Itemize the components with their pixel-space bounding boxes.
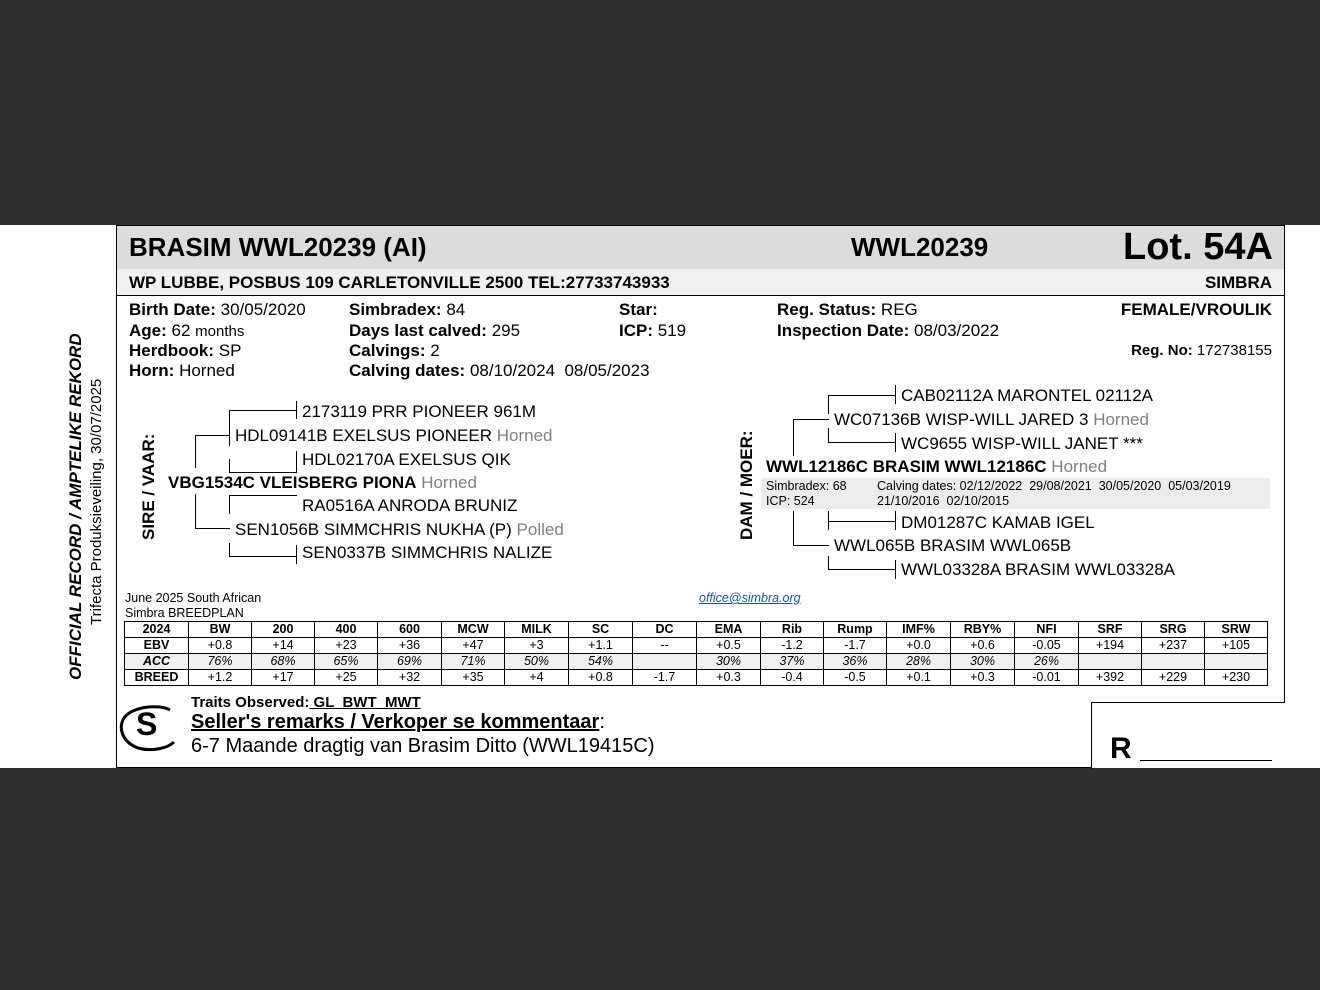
dam-sire-dam: WC9655 WISP-WILL JANET ***	[901, 434, 1143, 453]
ebv-row	[125, 654, 1268, 670]
ebv-cell: 30%	[951, 654, 1015, 670]
tree-line	[195, 494, 196, 529]
remarks-text: 6-7 Maande dragtig van Brasim Ditto (WWL19415C)	[191, 735, 655, 757]
calvings: Calvings: 2	[349, 341, 440, 360]
tree-line	[895, 560, 896, 579]
ebv-cell: EBV	[125, 638, 189, 654]
frame-left	[116, 225, 117, 768]
tree-line	[828, 442, 896, 443]
ebv-cell	[1142, 654, 1205, 670]
ebv-header-cell: MILK	[505, 622, 569, 638]
tree-line	[793, 419, 829, 420]
tree-line	[793, 419, 794, 456]
dam-name: WWL12186C BRASIM WWL12186C Horned	[766, 457, 1108, 476]
breedplan-note-1: June 2025 South African	[125, 591, 262, 605]
tree-line	[828, 556, 829, 570]
tree-line	[229, 495, 230, 514]
ebv-header-cell: 600	[378, 622, 442, 638]
star: Star:	[619, 300, 658, 319]
ebv-header-cell: DC	[633, 622, 697, 638]
ebv-cell	[1079, 654, 1142, 670]
ebv-header-cell: IMF%	[887, 622, 951, 638]
official-record-label: OFFICIAL RECORD / AMPTELIKE REKORD	[66, 333, 85, 680]
ebv-cell: 71%	[442, 654, 505, 670]
ebv-cell: -0.5	[824, 670, 887, 686]
tree-line	[229, 459, 230, 473]
ebv-cell: 26%	[1015, 654, 1079, 670]
ebv-header-cell: Rib	[761, 622, 824, 638]
ebv-cell: +229	[1142, 670, 1205, 686]
dam-sire-sire: CAB02112A MARONTEL 02112A	[901, 386, 1153, 405]
tree-line	[828, 395, 896, 396]
ebv-cell: +3	[505, 638, 569, 654]
tree-line	[229, 410, 297, 411]
sire-sire-sire: 2173119 PRR PIONEER 961M	[302, 402, 537, 421]
ebv-cell: +14	[252, 638, 315, 654]
reg-status: Reg. Status: REG	[777, 300, 918, 319]
ebv-header-cell: SRW	[1205, 622, 1268, 638]
ebv-cell: 76%	[189, 654, 252, 670]
sex: FEMALE/VROULIK	[1120, 300, 1272, 319]
frame-bottom	[116, 767, 1092, 768]
ebv-cell: +0.5	[697, 638, 761, 654]
dam-simbradex: Simbradex: 68	[766, 479, 847, 493]
tree-line	[229, 410, 230, 446]
tree-line	[195, 435, 196, 468]
ebv-header-cell: BW	[189, 622, 252, 638]
tree-line	[229, 543, 230, 557]
breedplan-note-2: Simbra BREEDPLAN	[125, 606, 244, 620]
icp: ICP: 519	[619, 321, 687, 340]
ebv-cell: +237	[1142, 638, 1205, 654]
ebv-cell: 65%	[315, 654, 378, 670]
ebv-cell: 54%	[569, 654, 633, 670]
dam-sire: WC07136B WISP-WILL JARED 3 Horned	[834, 410, 1149, 429]
ebv-cell: +194	[1079, 638, 1142, 654]
traits-observed: Traits Observed: GL BWT MWT	[191, 694, 421, 711]
dam-dam-sire: DM01287C KAMAB IGEL	[901, 513, 1095, 532]
sire-dam-sire: RA0516A ANRODA BRUNIZ	[302, 496, 518, 515]
sire-dam: SEN1056B SIMMCHRIS NUKHA (P) Polled	[235, 520, 564, 539]
ebv-cell: +0.8	[189, 638, 252, 654]
ebv-cell: +23	[315, 638, 378, 654]
svg-text:S: S	[136, 706, 158, 742]
ebv-cell: -1.7	[824, 638, 887, 654]
ebv-cell: +0.6	[951, 638, 1015, 654]
tree-line	[195, 528, 230, 529]
tree-line	[195, 435, 230, 436]
tree-line	[296, 545, 297, 564]
tree-line	[793, 511, 794, 546]
sire-sire-dam: HDL02170A EXELSUS QIK	[302, 450, 511, 469]
ebv-header-cell: Rump	[824, 622, 887, 638]
ebv-cell: 68%	[252, 654, 315, 670]
ebv-cell: +0.0	[887, 638, 951, 654]
ebv-cell: +1.1	[569, 638, 633, 654]
ebv-row	[125, 670, 1268, 686]
birth-date: Birth Date: 30/05/2020	[129, 300, 306, 319]
dam-dam: WWL065B BRASIM WWL065B	[834, 536, 1072, 555]
sale-label: Trifecta Produksieveiling, 30/07/2025	[88, 378, 105, 625]
ebv-cell: 37%	[761, 654, 824, 670]
ebv-cell: --	[633, 638, 697, 654]
animal-id: WWL20239	[851, 232, 989, 262]
ebv-cell: -0.4	[761, 670, 824, 686]
ebv-header-cell: EMA	[697, 622, 761, 638]
ebv-cell: 36%	[824, 654, 887, 670]
dam-dam-dam: WWL03328A BRASIM WWL03328A	[901, 560, 1176, 579]
sire-name: VBG1534C VLEISBERG PIONA Horned	[168, 473, 477, 492]
dam-icp: ICP: 524	[766, 494, 815, 508]
lot-number: Lot. 54A	[1123, 226, 1273, 268]
ebv-table	[124, 621, 1268, 686]
ebv-cell: +230	[1205, 670, 1268, 686]
ebv-cell: +25	[315, 670, 378, 686]
tree-line	[296, 451, 297, 472]
ebv-row	[125, 638, 1268, 654]
ebv-cell: +0.3	[697, 670, 761, 686]
ebv-header-cell: 2024	[125, 622, 189, 638]
tree-line	[828, 569, 896, 570]
ebv-header-cell: 200	[252, 622, 315, 638]
ebv-cell: -1.7	[633, 670, 697, 686]
ebv-cell: -0.01	[1015, 670, 1079, 686]
tree-line	[296, 401, 297, 419]
ebv-cell: 69%	[378, 654, 442, 670]
ebv-cell: +36	[378, 638, 442, 654]
ebv-cell	[1205, 654, 1268, 670]
ebv-cell: +0.1	[887, 670, 951, 686]
ebv-cell: 30%	[697, 654, 761, 670]
frame-right	[1284, 225, 1285, 703]
ebv-cell: +1.2	[189, 670, 252, 686]
price-label: R	[1110, 732, 1132, 765]
ebv-cell: +0.3	[951, 670, 1015, 686]
animal-name: BRASIM WWL20239 (AI)	[129, 232, 427, 262]
tree-line	[229, 495, 297, 496]
ebv-cell: +17	[252, 670, 315, 686]
ebv-cell	[633, 654, 697, 670]
tree-line	[828, 428, 829, 443]
ebv-cell: 28%	[887, 654, 951, 670]
sire-label: SIRE / VAAR:	[139, 433, 158, 540]
ebv-header-cell: SRG	[1142, 622, 1205, 638]
inspection-date: Inspection Date: 08/03/2022	[777, 321, 1000, 340]
days-last-calved: Days last calved: 295	[349, 321, 521, 340]
ebv-header-cell: SC	[569, 622, 633, 638]
ebv-cell: +0.8	[569, 670, 633, 686]
tree-line	[828, 395, 829, 414]
ebv-cell: +105	[1205, 638, 1268, 654]
breed: SIMBRA	[1204, 273, 1272, 292]
ebv-header-cell: MCW	[442, 622, 505, 638]
ebv-header-row	[125, 622, 1268, 638]
tree-line	[895, 511, 896, 530]
ebv-cell: +392	[1079, 670, 1142, 686]
owner-line: WP LUBBE, POSBUS 109 CARLETONVILLE 2500 TEL:27733743933	[129, 273, 670, 292]
simbra-logo-icon	[118, 702, 180, 752]
tree-line	[793, 545, 829, 546]
ebv-cell: -1.2	[761, 638, 824, 654]
ebv-header-cell: NFI	[1015, 622, 1079, 638]
sire-dam-dam: SEN0337B SIMMCHRIS NALIZE	[302, 543, 553, 562]
age: Age: 62 months	[129, 321, 245, 340]
ebv-header-cell: 400	[315, 622, 378, 638]
horn: Horn: Horned	[129, 361, 235, 380]
price-line[interactable]	[1140, 760, 1272, 761]
sire-sire: HDL09141B EXELSUS PIONEER Horned	[235, 426, 553, 445]
tree-line	[229, 556, 297, 557]
calving-dates: Calving dates: 08/10/2024 08/05/2023	[349, 361, 650, 380]
reg-no: Reg. No: 172738155	[1131, 342, 1272, 359]
ebv-cell: +32	[378, 670, 442, 686]
ebv-header-cell: RBY%	[951, 622, 1015, 638]
ebv-cell: +4	[505, 670, 569, 686]
dam-label: DAM / MOER:	[737, 430, 756, 540]
remarks-title: Seller's remarks / Verkoper se kommentaar:	[191, 711, 605, 733]
ebv-cell: 50%	[505, 654, 569, 670]
ebv-cell: BREED	[125, 670, 189, 686]
ebv-cell: -0.05	[1015, 638, 1079, 654]
dam-calving-dates-2: 21/10/2016 02/10/2015	[877, 494, 1010, 508]
ebv-cell: ACC	[125, 654, 189, 670]
tree-line	[895, 433, 896, 452]
ebv-cell: +47	[442, 638, 505, 654]
ebv-cell: +35	[442, 670, 505, 686]
simbradex: Simbradex: 84	[349, 300, 466, 319]
tree-line	[828, 521, 896, 522]
herdbook: Herdbook: SP	[129, 341, 242, 360]
tree-line	[895, 385, 896, 404]
email-link[interactable]: office@simbra.org	[699, 591, 801, 605]
ebv-header-cell: SRF	[1079, 622, 1142, 638]
dam-calving-dates: Calving dates: 02/12/2022 29/08/2021 30/05/2020 05/03/2019	[877, 479, 1231, 493]
